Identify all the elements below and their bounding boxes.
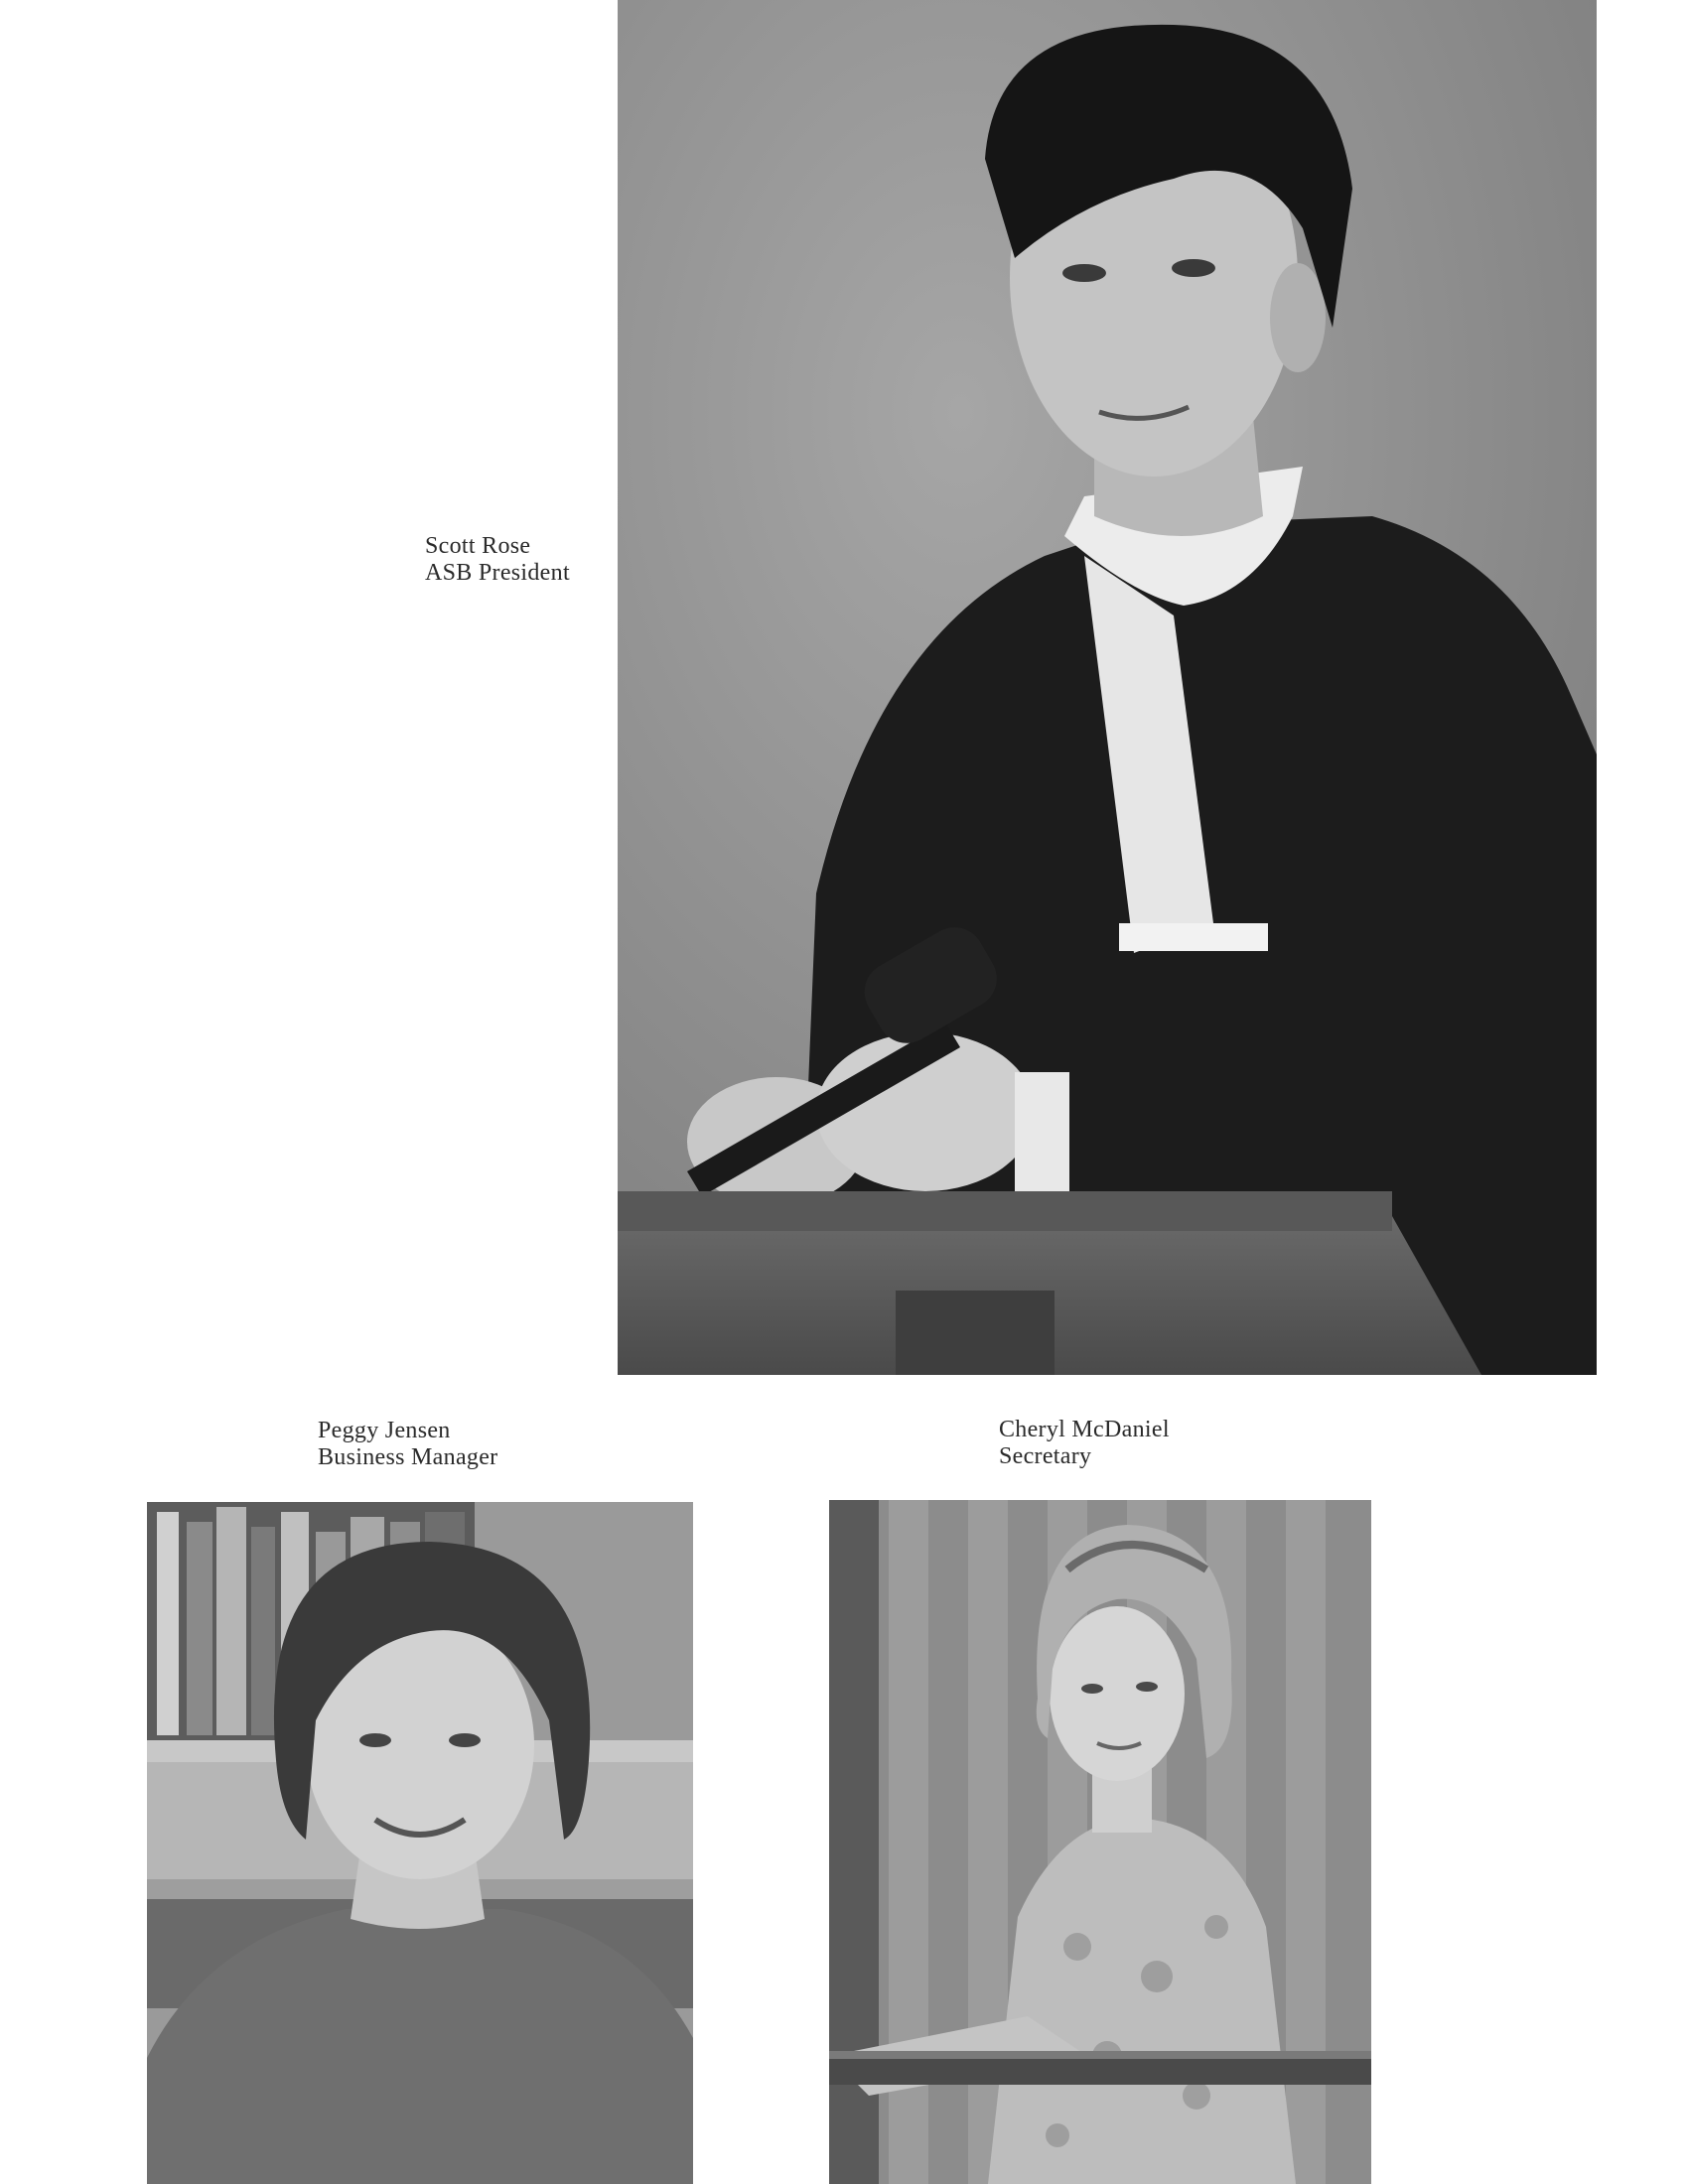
officer-title: Secretary	[999, 1443, 1092, 1469]
officer-title: Business Manager	[318, 1444, 498, 1470]
officer-name: Peggy Jensen	[318, 1418, 451, 1443]
caption-scott-rose	[425, 533, 570, 587]
portrait-illustration	[618, 0, 1597, 1375]
photo-cheryl-mcdaniel	[829, 1500, 1371, 2184]
caption-peggy-jensen	[318, 1418, 497, 1471]
portrait-illustration	[147, 1502, 693, 2184]
officer-name: Cheryl McDaniel	[999, 1417, 1170, 1442]
caption-cheryl-mcdaniel	[999, 1417, 1170, 1470]
officer-name: Scott Rose	[425, 533, 531, 559]
photo-peggy-jensen	[147, 1502, 693, 2184]
officer-title: ASB President	[425, 560, 570, 586]
photo-scott-rose	[618, 0, 1597, 1375]
portrait-illustration	[829, 1500, 1371, 2184]
